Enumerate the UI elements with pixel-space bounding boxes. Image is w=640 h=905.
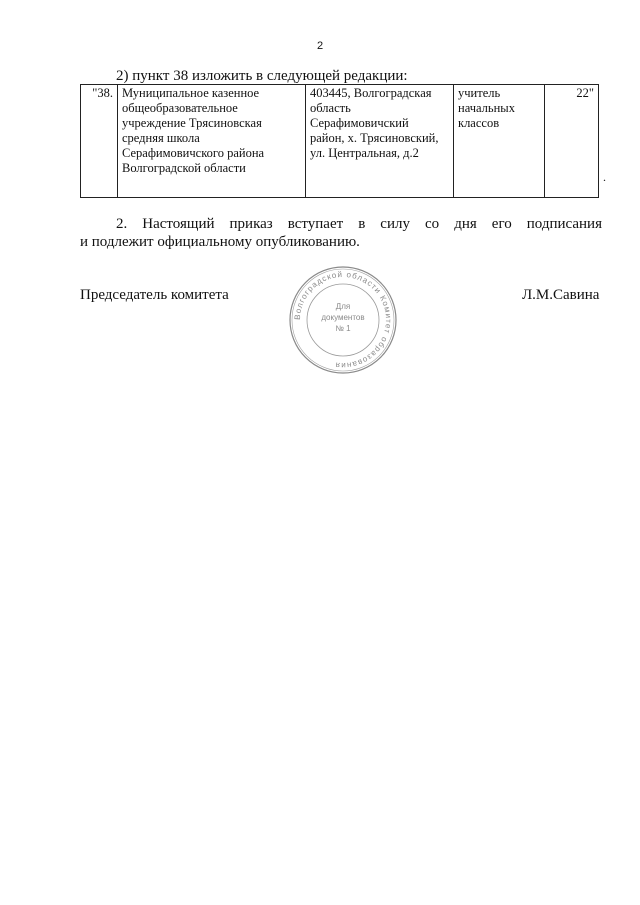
trailing-mark: . — [603, 170, 606, 184]
amendment-table — [80, 84, 599, 198]
address-cell — [306, 85, 454, 198]
address-line: 403445, Волгоградская — [310, 86, 432, 100]
official-stamp — [286, 265, 400, 375]
position-cell — [454, 85, 545, 198]
paragraph-line: 2. Настоящий приказ вступает в силу со дня его подписания — [116, 216, 602, 232]
address-line: ул. Центральная, д.2 — [310, 146, 419, 160]
stamp-center-line: № 1 — [335, 324, 351, 333]
institution-line: Волгоградской области — [122, 161, 246, 175]
institution-line: средняя школа — [122, 131, 200, 145]
stamp-center-line: документов — [321, 313, 365, 322]
institution-line: общеобразовательное — [122, 101, 238, 115]
institution-line: учреждение Трясиновская — [122, 116, 262, 130]
stamp-ring-text: Волгоградской области Комитет образования — [292, 269, 394, 371]
row-number-cell: "38. — [81, 85, 118, 198]
table-row — [81, 85, 599, 198]
amendment-intro: 2) пункт 38 изложить в следующей редакции: — [116, 68, 408, 84]
effective-date-paragraph — [80, 215, 602, 251]
position-line: начальных — [458, 101, 515, 115]
count-cell: 22" — [545, 85, 599, 198]
paragraph-line: и подлежит официальному опубликованию. — [80, 234, 360, 250]
signatory-title: Председатель комитета — [80, 287, 229, 303]
address-line: Серафимовичский — [310, 116, 409, 130]
institution-line: Муниципальное казенное — [122, 86, 260, 100]
institution-line: Серафимовичского района — [122, 146, 265, 160]
signatory-name: Л.М.Савина — [522, 287, 600, 303]
institution-cell — [118, 85, 306, 198]
position-line: классов — [458, 116, 500, 130]
address-line: район, х. Трясиновский, — [310, 131, 439, 145]
position-line: учитель — [458, 86, 501, 100]
stamp-center-line: Для — [335, 302, 351, 311]
page-number: 2 — [316, 40, 324, 52]
address-line: область — [310, 101, 351, 115]
